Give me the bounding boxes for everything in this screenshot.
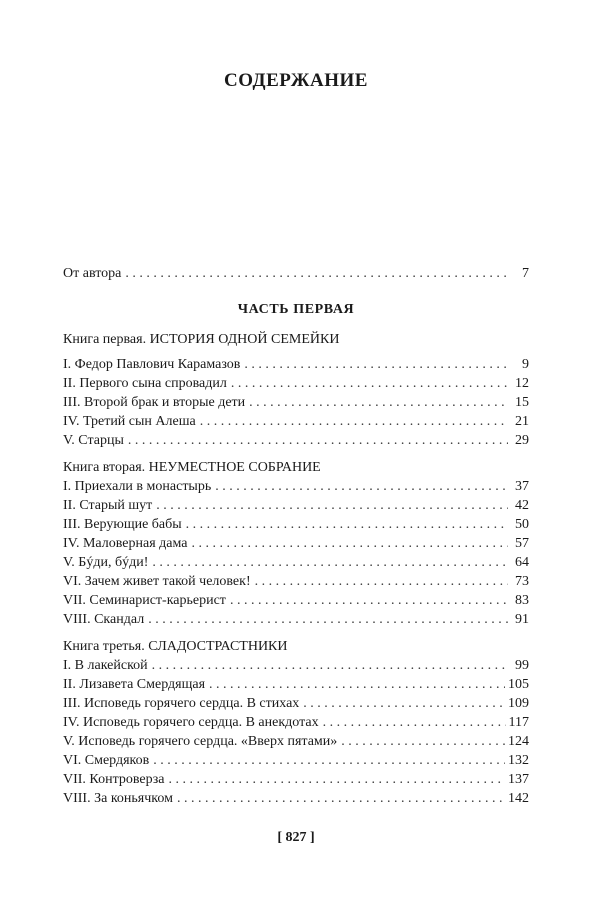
book-heading: Книга первая. ИСТОРИЯ ОДНОЙ СЕМЕЙКИ (63, 332, 340, 347)
entry-page-number: 132 (508, 753, 529, 768)
dot-leader (152, 555, 508, 571)
book-heading: Книга вторая. НЕУМЕСТНОЕ СОБРАНИЕ (63, 460, 321, 475)
entry-label: IV. Исповедь горячего сердца. В анекдотах (63, 715, 319, 730)
dot-leader (200, 414, 508, 430)
toc-entry[interactable] (63, 574, 529, 594)
entry-page-number: 137 (508, 772, 529, 787)
entry-page-number: 12 (515, 376, 529, 391)
entry-label: VII. Семинарист-карьерист (63, 593, 226, 608)
dot-leader (303, 696, 505, 712)
toc-entry[interactable] (63, 734, 529, 754)
toc-entry[interactable] (63, 696, 529, 716)
dot-leader (186, 517, 508, 533)
toc-entry[interactable] (63, 715, 529, 735)
entry-label: III. Исповедь горячего сердца. В стихах (63, 696, 300, 711)
toc-entry[interactable] (63, 772, 529, 792)
dot-leader (152, 658, 508, 674)
entry-label: VII. Контроверза (63, 772, 165, 787)
dot-leader (191, 536, 508, 552)
toc-entry[interactable] (63, 536, 529, 556)
dot-leader (249, 395, 508, 411)
entry-page-number: 91 (515, 612, 529, 627)
entry-label: II. Лизавета Смердящая (63, 677, 206, 692)
toc-entry[interactable] (63, 677, 529, 697)
dot-leader (231, 376, 508, 392)
entry-label: V. Бýди, бýди! (63, 555, 149, 570)
entry-label: IV. Третий сын Алеша (63, 414, 196, 429)
entry-page-number: 99 (515, 658, 529, 673)
entry-label: От автора (63, 266, 122, 281)
entry-page-number: 124 (508, 734, 529, 749)
entry-page-number: 29 (515, 433, 529, 448)
entry-page-number: 37 (515, 479, 529, 494)
entry-label: VIII. За коньячком (63, 791, 173, 806)
toc-entry[interactable] (63, 498, 529, 518)
entry-label: II. Первого сына спровадил (63, 376, 227, 391)
entry-label: V. Старцы (63, 433, 124, 448)
page-number: [ 827 ] (277, 830, 315, 845)
toc-entry-foreword[interactable] (63, 266, 529, 286)
entry-label: VI. Зачем живет такой человек! (63, 574, 251, 589)
dot-leader (125, 266, 508, 282)
entry-page-number: 109 (508, 696, 529, 711)
dot-leader (153, 753, 505, 769)
dot-leader (209, 677, 505, 693)
toc-entry[interactable] (63, 753, 529, 773)
entry-label: I. Приехали в монастырь (63, 479, 212, 494)
toc-entry[interactable] (63, 517, 529, 537)
entry-label: I. Федор Павлович Карамазов (63, 357, 241, 372)
dot-leader (230, 593, 508, 609)
toc-entry[interactable] (63, 791, 529, 811)
toc-entry[interactable] (63, 612, 529, 632)
entry-label: V. Исповедь горячего сердца. «Вверх пятами» (63, 734, 338, 749)
entry-label: I. В лакейской (63, 658, 148, 673)
dot-leader (177, 791, 505, 807)
entry-page-number: 64 (515, 555, 529, 570)
entry-label: III. Второй брак и вторые дети (63, 395, 246, 410)
dot-leader (323, 715, 506, 731)
entry-page-number: 50 (515, 517, 529, 532)
page-title: СОДЕРЖАНИЕ (224, 70, 368, 91)
entry-page-number: 21 (515, 414, 529, 429)
entry-page-number: 117 (508, 715, 529, 730)
entry-page-number: 9 (522, 357, 529, 372)
entry-page-number: 15 (515, 395, 529, 410)
entry-page-number: 142 (508, 791, 529, 806)
entry-page-number: 83 (515, 593, 529, 608)
toc-entry[interactable] (63, 555, 529, 575)
toc-entry[interactable] (63, 395, 529, 415)
entry-label: VI. Смердяков (63, 753, 150, 768)
entry-label: II. Старый шут (63, 498, 153, 513)
book-heading: Книга третья. СЛАДОСТРАСТНИКИ (63, 639, 288, 654)
entry-page-number: 105 (508, 677, 529, 692)
dot-leader (156, 498, 508, 514)
toc-entry[interactable] (63, 414, 529, 434)
dot-leader (148, 612, 508, 628)
entry-page-number: 7 (522, 266, 529, 281)
toc-entry[interactable] (63, 593, 529, 613)
toc-page (63, 0, 529, 900)
toc-entry[interactable] (63, 357, 529, 377)
toc-entry[interactable] (63, 433, 529, 453)
entry-label: VIII. Скандал (63, 612, 145, 627)
dot-leader (341, 734, 505, 750)
toc-entry[interactable] (63, 376, 529, 396)
part-heading: ЧАСТЬ ПЕРВАЯ (237, 302, 355, 317)
toc-entry[interactable] (63, 658, 529, 678)
dot-leader (255, 574, 508, 590)
entry-label: III. Верующие бабы (63, 517, 182, 532)
toc-entry[interactable] (63, 479, 529, 499)
entry-page-number: 73 (515, 574, 529, 589)
entry-page-number: 57 (515, 536, 529, 551)
entry-page-number: 42 (515, 498, 529, 513)
dot-leader (128, 433, 508, 449)
dot-leader (244, 357, 508, 373)
dot-leader (215, 479, 508, 495)
entry-label: IV. Маловерная дама (63, 536, 188, 551)
dot-leader (169, 772, 505, 788)
